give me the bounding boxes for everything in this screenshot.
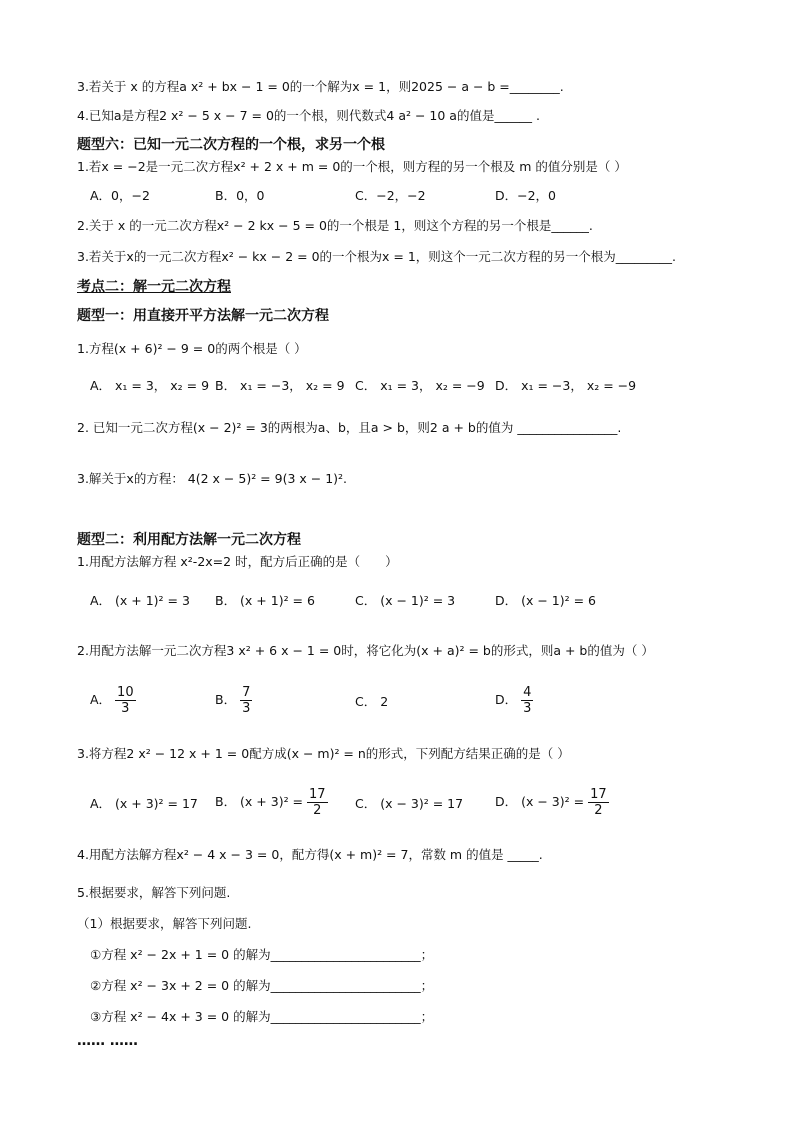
denominator: 3 [523, 701, 532, 716]
question-1-3: 3.解关于x的方程： 4(2 x − 5)² = 9(3 x − 1)². [77, 471, 348, 486]
option-c: C． x₁ = 3， x₂ = −9 [355, 378, 485, 393]
numerator: 17 [309, 787, 326, 802]
option-a: A． (x + 1)² = 3 [90, 593, 190, 608]
fraction [307, 787, 328, 818]
section-heading-kaodian-2: 考点二：解一元二次方程 [77, 279, 231, 295]
option-d [495, 685, 533, 716]
option-value: 2 [380, 694, 389, 709]
question-2-5: 5.根据要求，解答下列问题. [77, 885, 231, 900]
option-a: A． x₁ = 3， x₂ = 9 [90, 378, 210, 393]
option-d [495, 787, 609, 818]
option-d: D． (x − 1)² = 6 [495, 593, 597, 608]
denominator: 2 [313, 803, 322, 818]
sub-question-3: ③方程 x² − 4x + 3 = 0 的解为________________________； [90, 1009, 434, 1024]
option-c [355, 693, 388, 711]
fraction [115, 685, 136, 716]
option-c: C．−2，−2 [355, 188, 426, 203]
option-text: B． (x + 3)² = [215, 794, 304, 809]
option-a: A．0，−2 [90, 188, 150, 203]
section-heading-type-1: 题型一：用直接开平方法解一元二次方程 [77, 308, 329, 324]
fraction [240, 685, 252, 716]
numerator: 10 [117, 685, 134, 700]
numerator: 7 [242, 685, 251, 700]
option-d: D． x₁ = −3， x₂ = −9 [495, 378, 637, 393]
question-2-1: 1.用配方法解方程 x²-2x=2 时，配方后正确的是（ ） [77, 554, 398, 569]
question-6-3: 3.若关于x的一元二次方程x² − kx − 2 = 0的一个根为x = 1，则这个一元二次方程的另一个根为_________. [77, 249, 677, 264]
option-b: B． (x + 1)² = 6 [215, 593, 315, 608]
numerator: 17 [590, 787, 607, 802]
question-1-2: 2. 已知一元二次方程(x − 2)² = 3的两根为a、b，且a > b，则2 a + b的值为 ________________. [77, 420, 622, 435]
option-label: D． [495, 692, 518, 707]
option-label: A． [90, 692, 112, 707]
denominator: 2 [594, 803, 603, 818]
question-4-line: 4.已知a是方程2 x² − 5 x − 7 = 0的一个根，则代数式4 a² − 10 a的值是______ . [77, 108, 540, 123]
option-text: D． (x − 3)² = [495, 794, 585, 809]
option-b [215, 685, 252, 716]
option-c: C． (x − 3)² = 17 [355, 796, 464, 811]
question-2-2: 2.用配方法解一元二次方程3 x² + 6 x − 1 = 0时，将它化为(x + a)² = b的形式，则a + b的值为（ ） [77, 643, 654, 658]
option-c: C． (x − 1)² = 3 [355, 593, 456, 608]
question-3-line: 3.若关于 x 的方程a x² + bx − 1 = 0的一个解为x = 1，则2025 − a − b =________. [77, 79, 564, 94]
sub-question-1: ①方程 x² − 2x + 1 = 0 的解为________________________； [90, 947, 434, 962]
option-b: B． x₁ = −3， x₂ = 9 [215, 378, 345, 393]
denominator: 3 [121, 701, 130, 716]
option-a: A． (x + 3)² = 17 [90, 796, 198, 811]
question-2-5-part-1: （1）根据要求，解答下列问题. [77, 916, 252, 931]
question-1-1: 1.方程(x + 6)² − 9 = 0的两个根是（ ） [77, 341, 307, 356]
option-label: B． [215, 692, 237, 707]
denominator: 3 [242, 701, 251, 716]
option-b [215, 787, 328, 818]
option-b: B．0，0 [215, 188, 265, 203]
option-label: C． [355, 694, 377, 709]
option-a [90, 685, 136, 716]
question-6-2: 2.关于 x 的一元二次方程x² − 2 kx − 5 = 0的一个根是 1，则这个方程的另一个根是______. [77, 218, 593, 233]
fraction [588, 787, 609, 818]
sub-question-2: ②方程 x² − 3x + 2 = 0 的解为________________________； [90, 978, 434, 993]
numerator: 4 [523, 685, 532, 700]
question-2-4: 4.用配方法解方程x² − 4 x − 3 = 0，配方得(x + m)² = 7，常数 m 的值是 _____. [77, 847, 543, 862]
question-6-1: 1.若x = −2是一元二次方程x² + 2 x + m = 0的一个根，则方程的另一个根及 m 的值分别是（ ） [77, 159, 627, 174]
section-heading-type-6: 题型六：已知一元二次方程的一个根，求另一个根 [77, 137, 385, 153]
section-heading-type-2: 题型二：利用配方法解一元二次方程 [77, 532, 301, 548]
ellipsis: …… …… [77, 1033, 138, 1049]
fraction [521, 685, 533, 716]
option-d: D．−2，0 [495, 188, 557, 203]
question-2-3: 3.将方程2 x² − 12 x + 1 = 0配方成(x − m)² = n的形式，下列配方结果正确的是（ ） [77, 746, 570, 761]
